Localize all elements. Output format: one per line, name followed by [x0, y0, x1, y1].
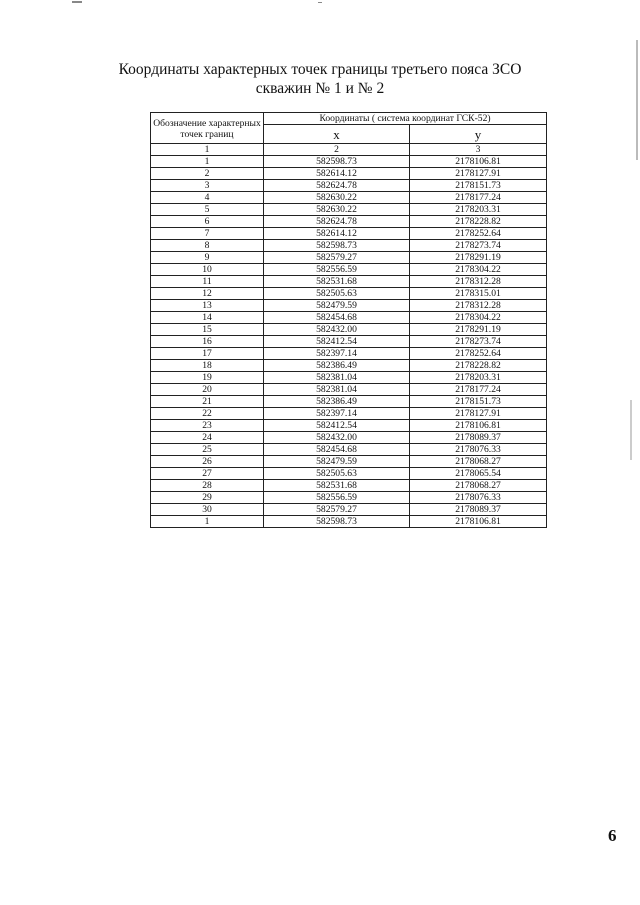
document-title [0, 60, 640, 98]
point-number-cell: 30 [151, 504, 264, 516]
x-coordinate-cell: 582505.63 [264, 288, 410, 300]
point-number-cell: 1 [151, 156, 264, 168]
header-y: у [410, 125, 547, 144]
table-row [151, 276, 547, 288]
column-number-3: 3 [410, 144, 547, 156]
y-coordinate-cell: 2178252.64 [410, 228, 547, 240]
y-coordinate-cell: 2178089.37 [410, 504, 547, 516]
y-coordinate-cell: 2178177.24 [410, 384, 547, 396]
x-coordinate-cell: 582579.27 [264, 504, 410, 516]
x-coordinate-cell: 582556.59 [264, 264, 410, 276]
table-row [151, 504, 547, 516]
point-number-cell: 24 [151, 432, 264, 444]
table-row [151, 300, 547, 312]
point-number-cell: 14 [151, 312, 264, 324]
point-number-cell: 2 [151, 168, 264, 180]
y-coordinate-cell: 2178106.81 [410, 420, 547, 432]
x-coordinate-cell: 582598.73 [264, 240, 410, 252]
y-coordinate-cell: 2178304.22 [410, 264, 547, 276]
table-row [151, 252, 547, 264]
y-coordinate-cell: 2178089.37 [410, 432, 547, 444]
table-row [151, 420, 547, 432]
table-row [151, 396, 547, 408]
y-coordinate-cell: 2178252.64 [410, 348, 547, 360]
x-coordinate-cell: 582479.59 [264, 456, 410, 468]
x-coordinate-cell: 582579.27 [264, 252, 410, 264]
x-coordinate-cell: 582432.00 [264, 324, 410, 336]
point-number-cell: 4 [151, 192, 264, 204]
y-coordinate-cell: 2178312.28 [410, 300, 547, 312]
point-number-cell: 20 [151, 384, 264, 396]
coordinates-table [150, 112, 547, 528]
point-number-cell: 18 [151, 360, 264, 372]
scan-speck [72, 1, 82, 3]
point-number-cell: 1 [151, 516, 264, 528]
y-coordinate-cell: 2178106.81 [410, 156, 547, 168]
y-coordinate-cell: 2178177.24 [410, 192, 547, 204]
title-line-1: Координаты характерных точек границы третьего пояса ЗСО [118, 61, 522, 78]
y-coordinate-cell: 2178151.73 [410, 180, 547, 192]
y-coordinate-cell: 2178127.91 [410, 168, 547, 180]
table-row [151, 336, 547, 348]
y-coordinate-cell: 2178151.73 [410, 396, 547, 408]
x-coordinate-cell: 582505.63 [264, 468, 410, 480]
scan-speck [630, 400, 632, 460]
point-number-cell: 22 [151, 408, 264, 420]
x-coordinate-cell: 582556.59 [264, 492, 410, 504]
y-coordinate-cell: 2178203.31 [410, 204, 547, 216]
y-coordinate-cell: 2178312.28 [410, 276, 547, 288]
table-row [151, 516, 547, 528]
table-row [151, 216, 547, 228]
point-number-cell: 26 [151, 456, 264, 468]
x-coordinate-cell: 582412.54 [264, 420, 410, 432]
table-row [151, 228, 547, 240]
x-coordinate-cell: 582479.59 [264, 300, 410, 312]
point-number-cell: 17 [151, 348, 264, 360]
table-row [151, 372, 547, 384]
table-row [151, 348, 547, 360]
table-row [151, 240, 547, 252]
y-coordinate-cell: 2178076.33 [410, 492, 547, 504]
x-coordinate-cell: 582614.12 [264, 228, 410, 240]
x-coordinate-cell: 582531.68 [264, 480, 410, 492]
scan-speck [318, 2, 322, 3]
point-number-cell: 25 [151, 444, 264, 456]
x-coordinate-cell: 582531.68 [264, 276, 410, 288]
point-number-cell: 5 [151, 204, 264, 216]
y-coordinate-cell: 2178291.19 [410, 252, 547, 264]
table-row [151, 312, 547, 324]
header-x: х [264, 125, 410, 144]
column-number-1: 1 [151, 144, 264, 156]
point-number-cell: 12 [151, 288, 264, 300]
point-number-cell: 28 [151, 480, 264, 492]
y-coordinate-cell: 2178106.81 [410, 516, 547, 528]
point-number-cell: 9 [151, 252, 264, 264]
y-coordinate-cell: 2178228.82 [410, 360, 547, 372]
x-coordinate-cell: 582386.49 [264, 360, 410, 372]
x-coordinate-cell: 582412.54 [264, 336, 410, 348]
x-coordinate-cell: 582630.22 [264, 192, 410, 204]
x-coordinate-cell: 582630.22 [264, 204, 410, 216]
table-row [151, 288, 547, 300]
x-coordinate-cell: 582454.68 [264, 312, 410, 324]
x-coordinate-cell: 582397.14 [264, 348, 410, 360]
table-row [151, 360, 547, 372]
point-number-cell: 15 [151, 324, 264, 336]
page-number: 6 [608, 826, 617, 845]
y-coordinate-cell: 2178304.22 [410, 312, 547, 324]
x-coordinate-cell: 582598.73 [264, 156, 410, 168]
table-row [151, 264, 547, 276]
y-coordinate-cell: 2178068.27 [410, 480, 547, 492]
table-row [151, 432, 547, 444]
point-number-cell: 21 [151, 396, 264, 408]
title-line-2: скважин № 1 и № 2 [255, 80, 385, 97]
point-number-cell: 3 [151, 180, 264, 192]
column-number-2: 2 [264, 144, 410, 156]
point-number-cell: 13 [151, 300, 264, 312]
table-row [151, 408, 547, 420]
y-coordinate-cell: 2178273.74 [410, 336, 547, 348]
y-coordinate-cell: 2178315.01 [410, 288, 547, 300]
table-row [151, 156, 547, 168]
y-coordinate-cell: 2178273.74 [410, 240, 547, 252]
y-coordinate-cell: 2178076.33 [410, 444, 547, 456]
point-number-cell: 29 [151, 492, 264, 504]
table-row [151, 168, 547, 180]
point-number-cell: 23 [151, 420, 264, 432]
x-coordinate-cell: 582454.68 [264, 444, 410, 456]
point-number-cell: 7 [151, 228, 264, 240]
point-number-cell: 27 [151, 468, 264, 480]
point-number-cell: 11 [151, 276, 264, 288]
x-coordinate-cell: 582432.00 [264, 432, 410, 444]
point-number-cell: 10 [151, 264, 264, 276]
table-header-row [151, 113, 547, 125]
table-row [151, 456, 547, 468]
x-coordinate-cell: 582397.14 [264, 408, 410, 420]
x-coordinate-cell: 582386.49 [264, 396, 410, 408]
point-number-cell: 8 [151, 240, 264, 252]
table-row [151, 192, 547, 204]
point-number-cell: 19 [151, 372, 264, 384]
point-number-cell: 6 [151, 216, 264, 228]
table-row [151, 480, 547, 492]
table-row [151, 384, 547, 396]
x-coordinate-cell: 582624.78 [264, 180, 410, 192]
x-coordinate-cell: 582614.12 [264, 168, 410, 180]
x-coordinate-cell: 582381.04 [264, 384, 410, 396]
x-coordinate-cell: 582381.04 [264, 372, 410, 384]
table-row [151, 468, 547, 480]
table-row [151, 444, 547, 456]
scan-speck [636, 40, 638, 160]
table-row [151, 204, 547, 216]
y-coordinate-cell: 2178127.91 [410, 408, 547, 420]
y-coordinate-cell: 2178065.54 [410, 468, 547, 480]
table-row [151, 492, 547, 504]
y-coordinate-cell: 2178291.19 [410, 324, 547, 336]
table-row [151, 324, 547, 336]
y-coordinate-cell: 2178203.31 [410, 372, 547, 384]
table-row [151, 180, 547, 192]
header-coordinates: Координаты ( система координат ГСК-52) [264, 113, 547, 125]
x-coordinate-cell: 582624.78 [264, 216, 410, 228]
x-coordinate-cell: 582598.73 [264, 516, 410, 528]
y-coordinate-cell: 2178228.82 [410, 216, 547, 228]
header-designation: Обозначение характерных точек границ [151, 113, 264, 144]
point-number-cell: 16 [151, 336, 264, 348]
table-column-number-row [151, 144, 547, 156]
y-coordinate-cell: 2178068.27 [410, 456, 547, 468]
